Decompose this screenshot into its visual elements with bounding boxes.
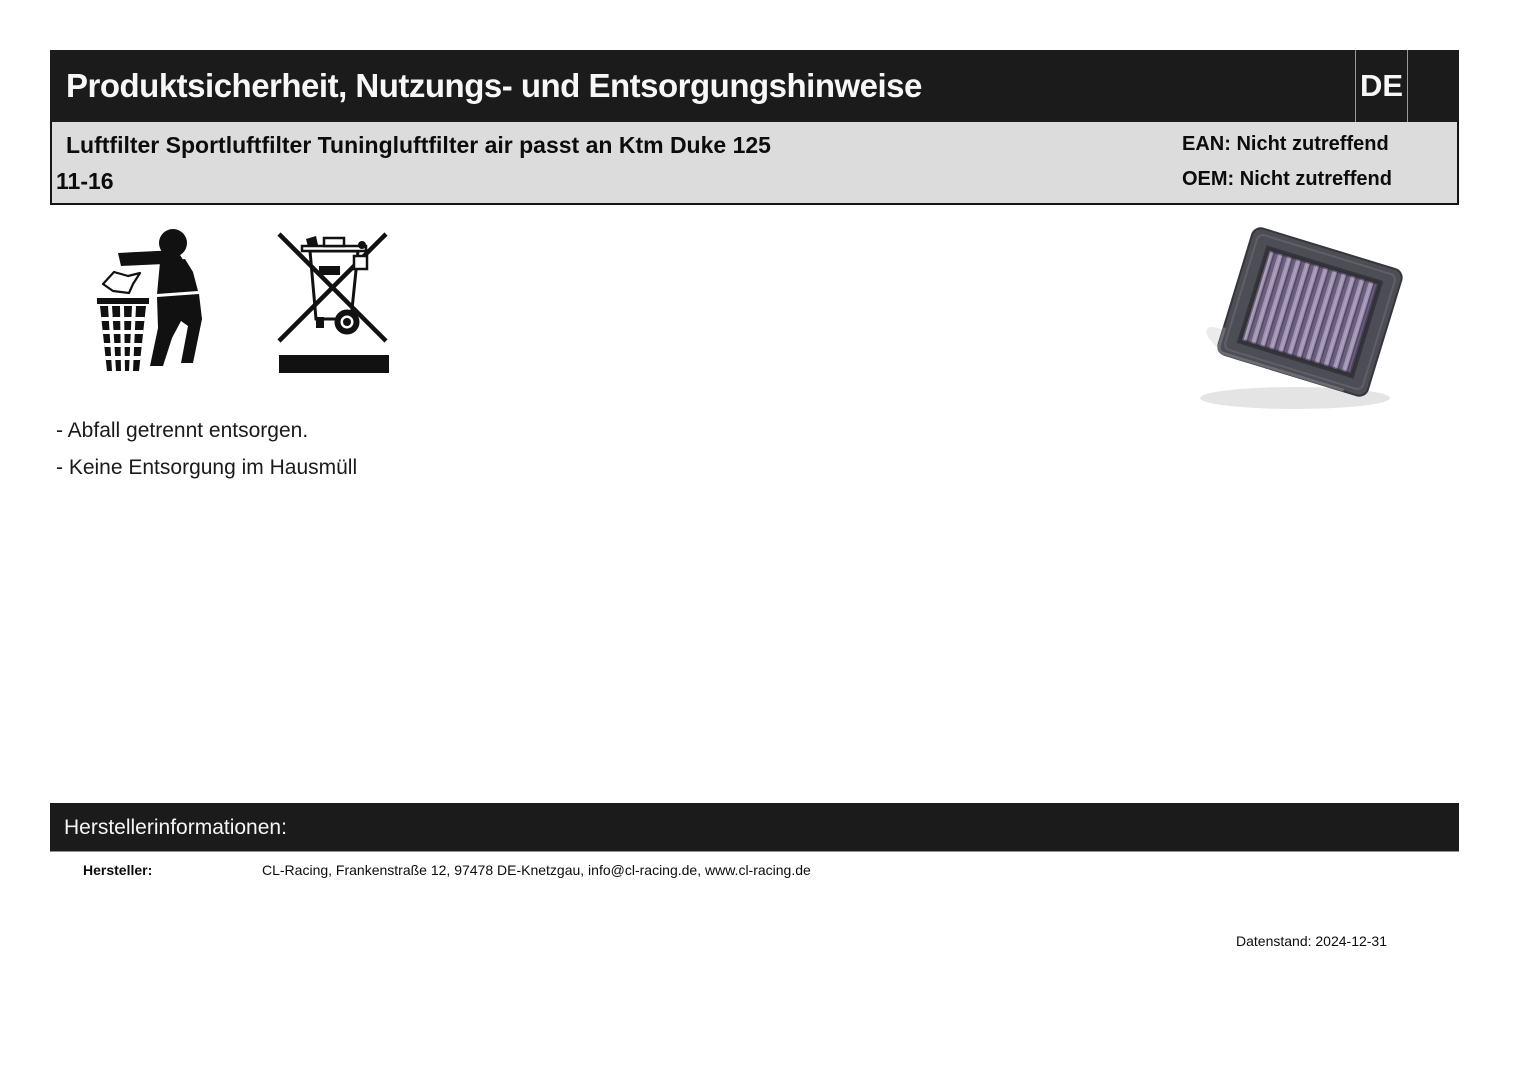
product-title-line2: 11-16 — [56, 168, 114, 194]
disposal-note-line: - Abfall getrennt entsorgen. — [56, 419, 309, 442]
product-codes — [1182, 127, 1392, 197]
product-title — [56, 127, 771, 199]
ean-value: EAN: Nicht zutreffend — [1182, 133, 1389, 155]
oem-value: OEM: Nicht zutreffend — [1182, 168, 1392, 190]
page-title: Produktsicherheit, Nutzungs- und Entsorgungshinweise — [66, 67, 922, 104]
weee-crossed-bin-icon — [270, 225, 400, 380]
manufacturer-section-heading: Herstellerinformationen: — [64, 815, 287, 839]
manufacturer-section-bar — [50, 803, 1459, 852]
manufacturer-label: Hersteller: — [83, 862, 153, 878]
language-badge: DE — [1355, 50, 1408, 122]
tidyman-icon — [85, 222, 235, 382]
data-date: Datenstand: 2024-12-31 — [1236, 933, 1387, 949]
product-title-line1: Luftfilter Sportluftfilter Tuningluftfilter air passt an Ktm Duke 125 — [66, 132, 771, 158]
air-filter-product-image — [1190, 215, 1450, 415]
disposal-notes — [56, 412, 357, 486]
disposal-note-line: - Keine Entsorgung im Hausmüll — [56, 456, 358, 479]
header-title-bar — [50, 50, 1459, 122]
manufacturer-value: CL-Racing, Frankenstraße 12, 97478 DE-Knetzgau, info@cl-racing.de, www.cl-racing.de — [262, 862, 811, 878]
product-header — [50, 122, 1459, 205]
